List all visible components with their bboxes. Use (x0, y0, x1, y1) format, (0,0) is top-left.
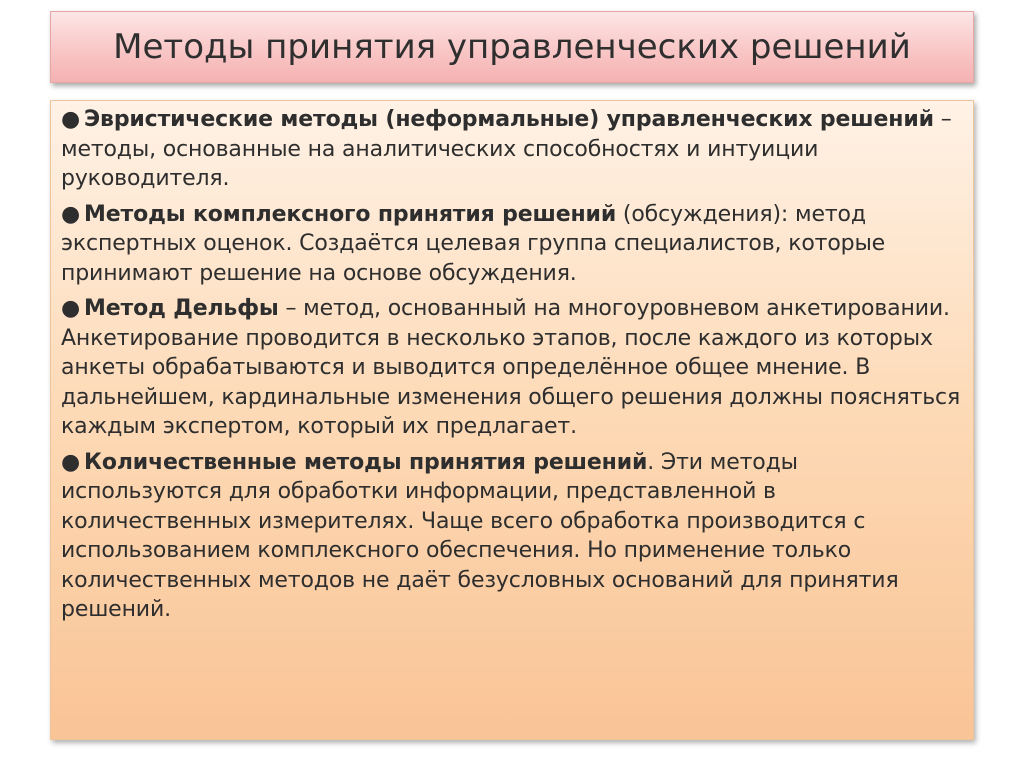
item-term: Методы комплексного принятия решений (84, 201, 617, 227)
content-box (50, 100, 974, 740)
item-term: Эвристические методы (неформальные) управленческих решений (84, 107, 934, 132)
bullet-icon: ● (61, 449, 81, 475)
title-box (50, 11, 974, 83)
item-text: . Эти методы используются для обработки информации, представленной в количественных измерителях. Чаще всего обработка производится с использованием комплексного обеспечения. Но применение только количественных методов не даёт безусловных оснований для принятия решений. (61, 449, 899, 622)
bullet-icon: ● (61, 296, 81, 321)
bullet-icon: ● (61, 107, 81, 132)
slide-title: Методы принятия управленческих решений (113, 27, 911, 67)
list-item-quantitative (61, 448, 963, 625)
item-term: Метод Дельфы (84, 296, 279, 321)
item-text: (обсуждения): метод экспертных оценок. Создаётся целевая группа специалистов, которые принимают решение на основе обсуждения. (61, 201, 886, 286)
item-text: – метод, основанный на многоуровневом анкетировании. Анкетирование проводится в несколько этапов, после каждого из которых анкеты обрабатываются и выводится определённое общее мнение. В дальнейшем, кардинальные изменения общего решения должны поясняться каждым экспертом, который их предлагает. (61, 296, 961, 439)
item-term: Количественные методы принятия решений (84, 449, 648, 475)
item-text: – методы, основанные на аналитических способностях и интуиции руководителя. (61, 107, 952, 191)
list-item-complex (61, 200, 963, 289)
bullet-icon: ● (61, 201, 81, 227)
list-item-delphi (61, 294, 963, 442)
list-item-heuristic (61, 105, 963, 194)
